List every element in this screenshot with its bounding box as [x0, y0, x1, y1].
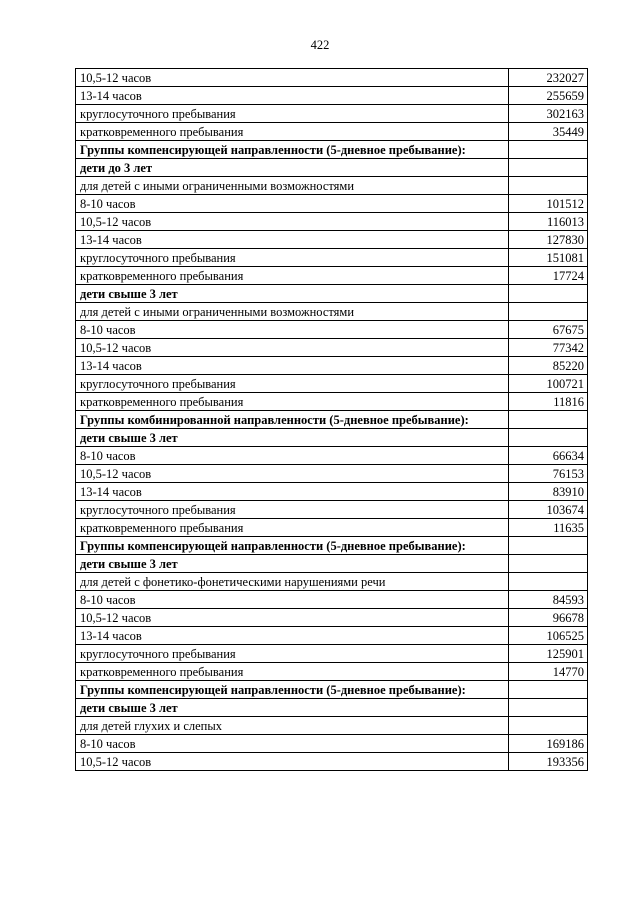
row-label: 8-10 часов: [76, 195, 509, 213]
row-value: [509, 285, 588, 303]
table-row: [76, 267, 588, 285]
row-heading: дети свыше 3 лет: [76, 285, 509, 303]
row-label: 13-14 часов: [76, 483, 509, 501]
row-value: [509, 555, 588, 573]
table-row: [76, 177, 588, 195]
row-value: 77342: [509, 339, 588, 357]
row-label: круглосуточного пребывания: [76, 249, 509, 267]
row-value: 35449: [509, 123, 588, 141]
row-label: кратковременного пребывания: [76, 267, 509, 285]
table-row: [76, 411, 588, 429]
row-value: [509, 537, 588, 555]
row-value: 67675: [509, 321, 588, 339]
row-value: 84593: [509, 591, 588, 609]
row-label: кратковременного пребывания: [76, 393, 509, 411]
table-row: [76, 393, 588, 411]
table-row: [76, 591, 588, 609]
table-row: [76, 609, 588, 627]
row-value: 17724: [509, 267, 588, 285]
table-row: [76, 249, 588, 267]
row-value: 103674: [509, 501, 588, 519]
table-row: [76, 681, 588, 699]
row-label: 10,5-12 часов: [76, 465, 509, 483]
table-body: [76, 69, 588, 771]
row-heading: Группы компенсирующей направленности (5-дневное пребывание):: [76, 141, 509, 159]
row-label: круглосуточного пребывания: [76, 105, 509, 123]
row-label: кратковременного пребывания: [76, 663, 509, 681]
table-row: [76, 717, 588, 735]
table-row: [76, 231, 588, 249]
row-value: 85220: [509, 357, 588, 375]
row-label: для детей с иными ограниченными возможностями: [76, 177, 509, 195]
row-value: [509, 573, 588, 591]
row-label: 13-14 часов: [76, 357, 509, 375]
row-label: 10,5-12 часов: [76, 339, 509, 357]
row-heading: дети свыше 3 лет: [76, 699, 509, 717]
row-value: 193356: [509, 753, 588, 771]
row-value: 232027: [509, 69, 588, 87]
row-value: 255659: [509, 87, 588, 105]
row-value: [509, 681, 588, 699]
row-value: 14770: [509, 663, 588, 681]
table-row: [76, 735, 588, 753]
row-label: 10,5-12 часов: [76, 213, 509, 231]
row-value: 127830: [509, 231, 588, 249]
table-row: [76, 87, 588, 105]
row-value: 101512: [509, 195, 588, 213]
row-value: 11816: [509, 393, 588, 411]
row-heading: Группы компенсирующей направленности (5-дневное пребывание):: [76, 537, 509, 555]
table-row: [76, 339, 588, 357]
page-number: 422: [310, 38, 330, 52]
table-row: [76, 141, 588, 159]
row-value: 76153: [509, 465, 588, 483]
table-row: [76, 519, 588, 537]
row-label: для детей глухих и слепых: [76, 717, 509, 735]
row-value: 169186: [509, 735, 588, 753]
table-row: [76, 465, 588, 483]
row-heading: дети свыше 3 лет: [76, 555, 509, 573]
row-value: [509, 717, 588, 735]
table-row: [76, 105, 588, 123]
row-label: кратковременного пребывания: [76, 519, 509, 537]
row-heading: Группы комбинированной направленности (5-дневное пребывание):: [76, 411, 509, 429]
table-row: [76, 573, 588, 591]
table-row: [76, 537, 588, 555]
table-row: [76, 303, 588, 321]
table-row: [76, 285, 588, 303]
row-label: 13-14 часов: [76, 627, 509, 645]
row-value: 302163: [509, 105, 588, 123]
row-label: 8-10 часов: [76, 321, 509, 339]
row-value: 66634: [509, 447, 588, 465]
table-row: [76, 357, 588, 375]
row-label: 10,5-12 часов: [76, 609, 509, 627]
row-value: [509, 159, 588, 177]
row-value: [509, 429, 588, 447]
row-label: 8-10 часов: [76, 447, 509, 465]
row-label: кратковременного пребывания: [76, 123, 509, 141]
table-row: [76, 501, 588, 519]
row-label: 8-10 часов: [76, 735, 509, 753]
row-label: круглосуточного пребывания: [76, 645, 509, 663]
table-row: [76, 627, 588, 645]
row-value: [509, 141, 588, 159]
row-label: круглосуточного пребывания: [76, 375, 509, 393]
row-label: 10,5-12 часов: [76, 753, 509, 771]
table-row: [76, 69, 588, 87]
table-row: [76, 321, 588, 339]
row-label: 10,5-12 часов: [76, 69, 509, 87]
row-value: 106525: [509, 627, 588, 645]
row-label: для детей с иными ограниченными возможностями: [76, 303, 509, 321]
row-value: [509, 303, 588, 321]
row-value: 125901: [509, 645, 588, 663]
row-value: [509, 177, 588, 195]
table-row: [76, 195, 588, 213]
table-row: [76, 645, 588, 663]
table-row: [76, 753, 588, 771]
row-heading: Группы компенсирующей направленности (5-дневное пребывание):: [76, 681, 509, 699]
table-row: [76, 555, 588, 573]
row-value: 100721: [509, 375, 588, 393]
table-row: [76, 429, 588, 447]
table-row: [76, 375, 588, 393]
table-row: [76, 213, 588, 231]
row-value: 116013: [509, 213, 588, 231]
row-value: 96678: [509, 609, 588, 627]
row-heading: дети свыше 3 лет: [76, 429, 509, 447]
row-value: 151081: [509, 249, 588, 267]
row-heading: дети до 3 лет: [76, 159, 509, 177]
row-label: 13-14 часов: [76, 87, 509, 105]
tariff-table: [75, 68, 588, 771]
row-label: 13-14 часов: [76, 231, 509, 249]
table-row: [76, 663, 588, 681]
row-value: 11635: [509, 519, 588, 537]
table-row: [76, 699, 588, 717]
table-row: [76, 483, 588, 501]
row-label: 8-10 часов: [76, 591, 509, 609]
row-value: [509, 699, 588, 717]
table-row: [76, 159, 588, 177]
row-value: [509, 411, 588, 429]
table-row: [76, 447, 588, 465]
row-label: для детей с фонетико-фонетическими нарушениями речи: [76, 573, 509, 591]
row-value: 83910: [509, 483, 588, 501]
table-row: [76, 123, 588, 141]
row-label: круглосуточного пребывания: [76, 501, 509, 519]
